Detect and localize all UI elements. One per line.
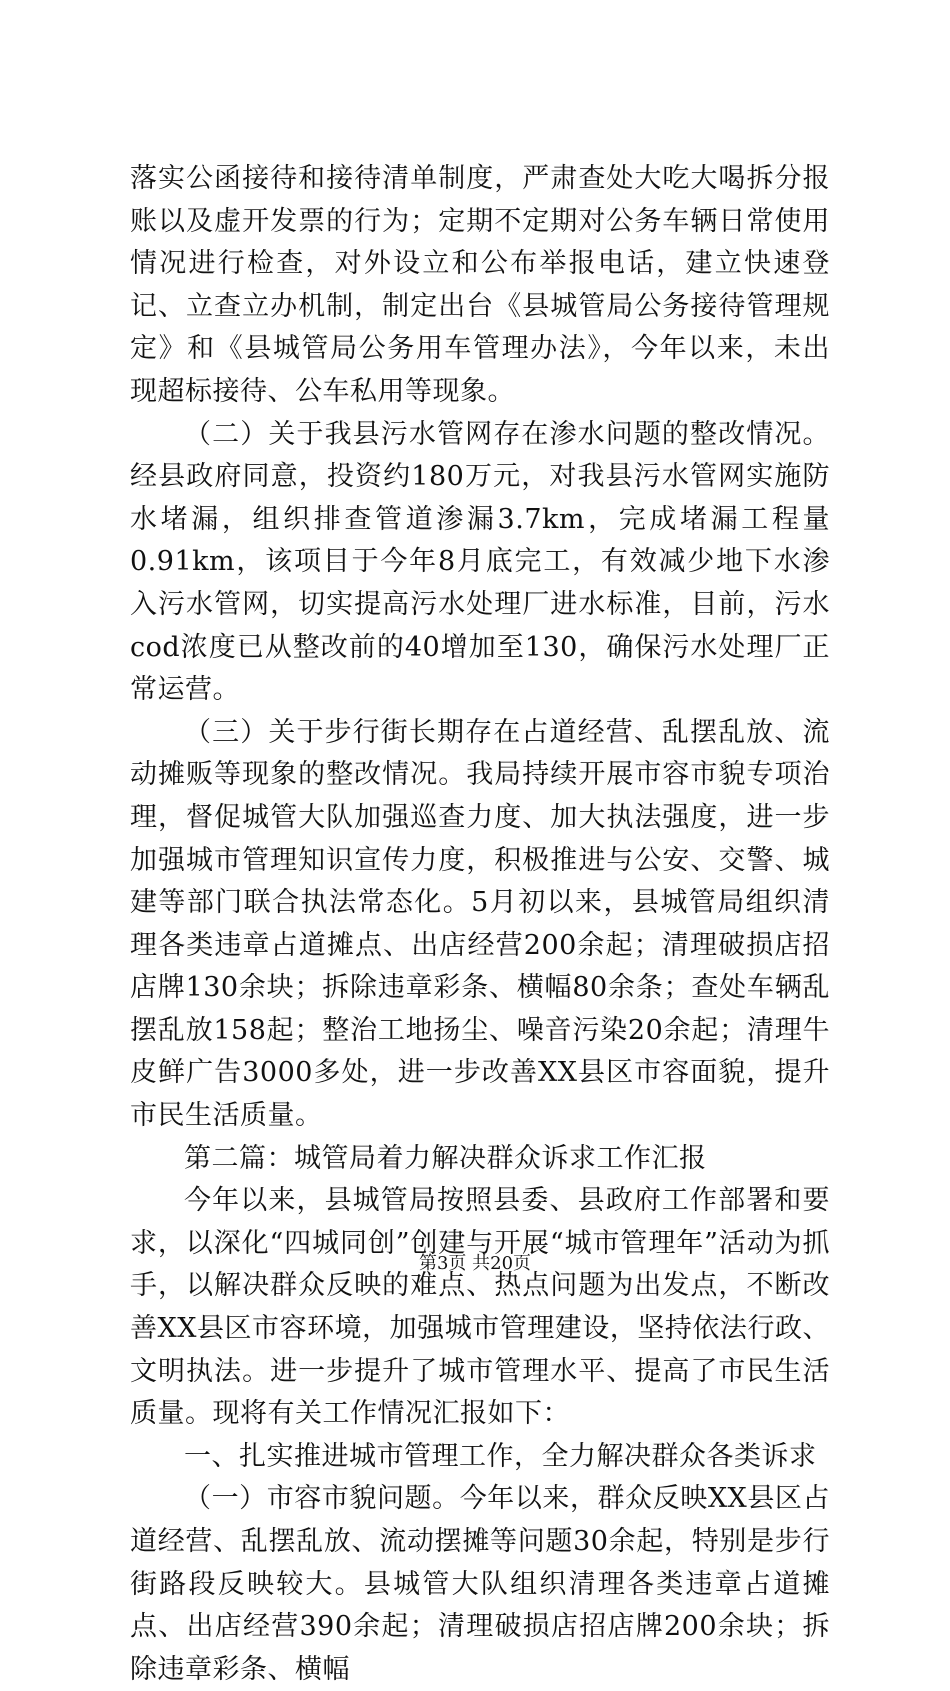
paragraph-sewage-rectification: （二）关于我县污水管网存在渗水问题的整改情况。经县政府同意，投资约180万元，对我县污水管网实施防水堵漏，组织排查管道渗漏3.7km，完成堵漏工程量0.91km，该项目于今年8月底完工，有效减少地下水渗入污水管网，切实提高污水处理厂进水标准，目前，污水cod浓度已从整改前的40增加至130，确保污水处理厂正常运营。 [130, 418, 830, 706]
paragraph-intro: 今年以来，县城管局按照县委、县政府工作部署和要求，以深化“四城同创”创建与开展“城市管理年”活动为抓手，以解决群众反映的难点、热点问题为出发点，不断改善XX县区市容环境，加强城市管理建设，坚持依法行政、文明执法。进一步提升了城市管理水平、提高了市民生活质量。现将有关工作情况汇报如下： [130, 1185, 830, 1430]
paragraph-continuation: 落实公函接待和接待清单制度，严肃查处大吃大喝拆分报账以及虚开发票的行为；定期不定期对公务车辆日常使用情况进行检查，对外设立和公布举报电话，建立快速登记、立查立办机制，制定出台《县城管局公务接待管理规定》和《县城管局公务用车管理办法》，今年以来，未出现超标接待、公车私用等现象。 [130, 163, 830, 407]
page-footer: 第3页 共20页 [418, 1253, 532, 1274]
paragraph-city-appearance: （一）市容市貌问题。今年以来，群众反映XX县区占道经营、乱摆乱放、流动摆摊等问题30余起，特别是步行街路段反映较大。县城管大队组织清理各类违章占道摊点、出店经营390余起；清理破损店招店牌200余块；拆除违章彩条、横幅 [130, 1483, 830, 1685]
section-heading-one: 一、扎实推进城市管理工作，全力解决群众各类诉求 [184, 1440, 817, 1472]
paragraph-pedestrian-street: （三）关于步行街长期存在占道经营、乱摆乱放、流动摊贩等现象的整改情况。我局持续开展市容市貌专项治理，督促城管大队加强巡查力度、加大执法强度，进一步加强城市管理知识宣传力度，积极推进与公安、交警、城建等部门联合执法常态化。5月初以来，县城管局组织清理各类违章占道摊点、出店经营200余起；清理破损店招店牌130余块；拆除违章彩条、横幅80余条；查处车辆乱摆乱放158起；整治工地扬尘、噪音污染20余起；清理牛皮鲜广告3000多处，进一步改善XX县区市容面貌，提升市民生活质量。 [130, 716, 830, 1132]
section-heading-part-two: 第二篇：城管局着力解决群众诉求工作汇报 [184, 1142, 707, 1174]
document-body [130, 158, 830, 1691]
